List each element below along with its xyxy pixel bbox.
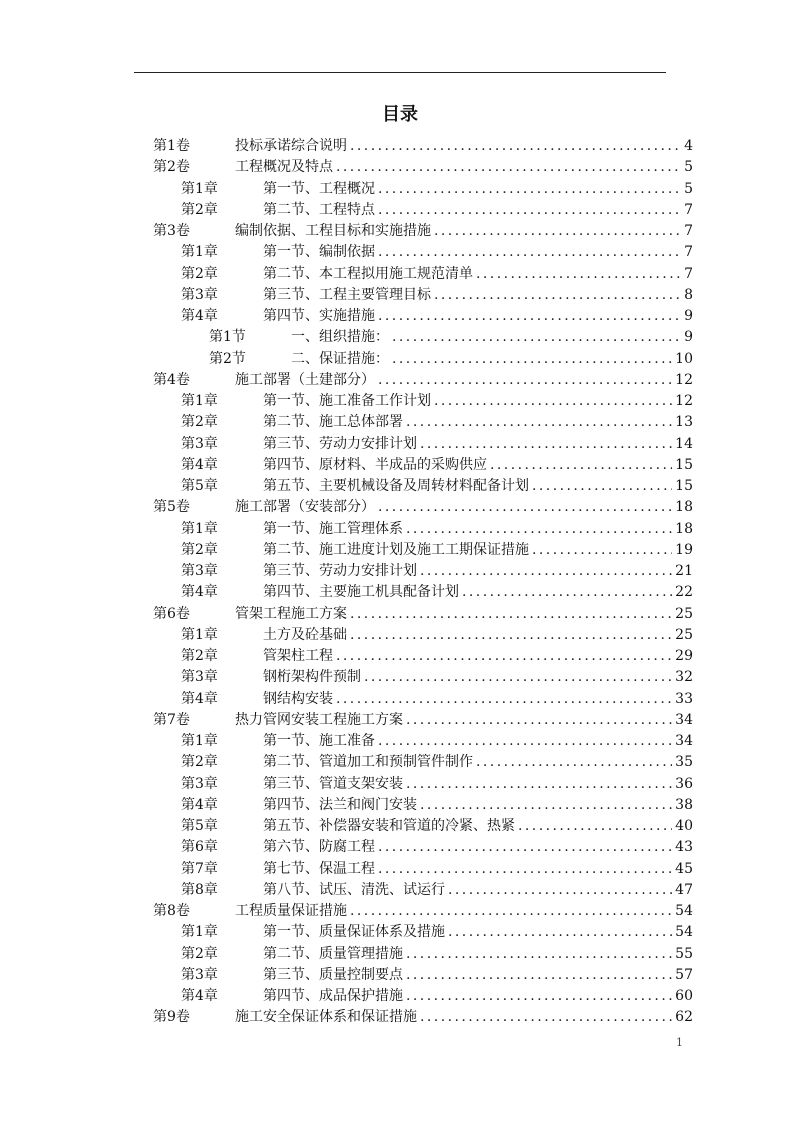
toc-dot-leader xyxy=(336,646,672,667)
toc-entry-label: 第4章 xyxy=(181,988,218,1004)
toc-entry-label: 第3章 xyxy=(181,286,218,303)
toc-entry-title: 第一节、工程概况 xyxy=(263,180,375,197)
toc-entry[interactable] xyxy=(181,200,693,221)
toc-entry-title: 第三节、管道支架安装 xyxy=(263,775,403,792)
toc-entry-page: 57 xyxy=(675,966,693,983)
toc-entry-page: 9 xyxy=(684,329,693,346)
toc-entry-label: 第2章 xyxy=(181,414,218,431)
toc-entry-title: 一、组织措施： xyxy=(291,329,389,346)
toc-dot-leader xyxy=(532,540,672,561)
toc-entry-title: 第四节、原材料、半成品的采购供应 xyxy=(263,456,487,473)
toc-dot-leader xyxy=(336,689,672,710)
toc-entry-page: 34 xyxy=(675,711,693,728)
toc-entry-label: 第8章 xyxy=(181,881,218,898)
toc-dot-leader xyxy=(378,859,672,880)
toc-entry-label: 第3卷 xyxy=(153,223,190,239)
toc-entry-title: 投标承诺综合说明 xyxy=(235,138,347,154)
toc-entry[interactable] xyxy=(181,689,693,710)
toc-entry-title: 第一节、编制依据 xyxy=(263,244,375,261)
toc-entry-page: 54 xyxy=(675,924,693,941)
toc-entry[interactable] xyxy=(181,264,693,285)
toc-entry[interactable] xyxy=(181,519,693,540)
toc-entry-label: 第4卷 xyxy=(153,371,190,388)
toc-entry-page: 7 xyxy=(684,201,693,218)
toc-entry-label: 第3章 xyxy=(181,435,218,452)
toc-dot-leader xyxy=(378,497,672,518)
toc-entry-title: 第三节、工程主要管理目标 xyxy=(263,286,431,303)
toc-entry-label: 第7卷 xyxy=(153,711,190,728)
toc-entry[interactable] xyxy=(181,837,693,858)
toc-dot-leader xyxy=(406,774,672,795)
toc-dot-leader xyxy=(434,285,681,306)
toc-entry[interactable] xyxy=(181,391,693,412)
toc-entry-label: 第1章 xyxy=(181,733,218,749)
toc-entry-label: 第3章 xyxy=(181,563,218,579)
toc-entry-page: 10 xyxy=(675,350,693,367)
toc-dot-leader xyxy=(490,455,672,476)
toc-entry[interactable] xyxy=(181,774,693,795)
toc-entry-page: 22 xyxy=(675,584,693,601)
toc-entry-page: 12 xyxy=(675,393,693,409)
toc-entry-page: 36 xyxy=(675,775,693,792)
toc-entry[interactable] xyxy=(181,922,693,943)
toc-entry-label: 第3章 xyxy=(181,775,218,792)
toc-entry-label: 第9卷 xyxy=(153,1009,190,1026)
toc-entry-page: 15 xyxy=(675,478,693,494)
toc-entry-title: 施工部署（安装部分） xyxy=(235,499,375,516)
toc-entry-page: 5 xyxy=(684,159,693,176)
toc-entry-page: 35 xyxy=(675,754,693,771)
toc-entry-title: 第六节、防腐工程 xyxy=(263,839,375,856)
toc-dot-leader xyxy=(420,795,672,816)
toc-entry[interactable] xyxy=(153,604,693,625)
toc-entry-title: 二、保证措施： xyxy=(291,350,389,367)
toc-dot-leader xyxy=(406,710,672,731)
toc-dot-leader xyxy=(420,561,672,582)
toc-entry-title: 第七节、保温工程 xyxy=(263,860,375,877)
toc-entry[interactable] xyxy=(181,986,693,1007)
toc-entry-page: 60 xyxy=(675,988,693,1004)
toc-dot-leader xyxy=(420,1007,672,1028)
toc-entry-page: 38 xyxy=(675,796,693,813)
toc-entry[interactable] xyxy=(153,710,693,731)
toc-dot-leader xyxy=(392,327,681,348)
toc-entry[interactable] xyxy=(181,816,693,837)
toc-entry[interactable] xyxy=(181,455,693,476)
toc-entry-title: 管架柱工程 xyxy=(263,648,333,664)
toc-dot-leader xyxy=(378,200,681,221)
toc-entry-title: 第一节、施工管理体系 xyxy=(263,520,403,537)
toc-entry-label: 第5章 xyxy=(181,478,218,494)
toc-entry-title: 工程质量保证措施 xyxy=(235,903,347,919)
toc-entry[interactable] xyxy=(181,306,693,327)
toc-entry-page: 12 xyxy=(675,371,693,388)
toc-entry[interactable] xyxy=(181,179,693,200)
toc-dot-leader xyxy=(378,242,681,263)
toc-entry-title: 第四节、法兰和阀门安装 xyxy=(263,796,417,813)
toc-entry[interactable] xyxy=(181,582,693,603)
toc-entry-page: 33 xyxy=(675,690,693,707)
toc-entry-title: 第四节、主要施工机具配备计划 xyxy=(263,584,459,601)
toc-entry-page: 7 xyxy=(684,244,693,261)
toc-entry-title: 施工安全保证体系和保证措施 xyxy=(235,1009,417,1026)
toc-entry-label: 第6卷 xyxy=(153,605,190,622)
page-number: 1 xyxy=(676,1036,683,1049)
toc-entry-title: 第一节、质量保证体系及措施 xyxy=(263,924,445,941)
toc-entry-label: 第2章 xyxy=(181,754,218,771)
toc-dot-leader xyxy=(476,752,672,773)
toc-entry-title: 施工部署（土建部分） xyxy=(235,371,375,388)
toc-entry[interactable] xyxy=(209,349,693,370)
toc-dot-leader xyxy=(406,412,672,433)
toc-entry-label: 第4章 xyxy=(181,308,218,324)
toc-entry[interactable] xyxy=(181,795,693,816)
toc-entry-page: 19 xyxy=(675,541,693,558)
toc-entry-title: 第五节、补偿器安装和管道的冷紧、热紧 xyxy=(263,818,515,834)
toc-dot-leader xyxy=(476,264,681,285)
toc-entry[interactable] xyxy=(153,497,693,518)
toc-dot-leader xyxy=(448,880,672,901)
toc-entry[interactable] xyxy=(153,136,693,157)
toc-entry-page: 13 xyxy=(675,414,693,431)
toc-entry-label: 第2章 xyxy=(181,541,218,558)
toc-entry-label: 第1节 xyxy=(209,329,246,346)
toc-entry-page: 25 xyxy=(675,605,693,622)
toc-entry-title: 管架工程施工方案 xyxy=(235,605,347,622)
toc-entry[interactable] xyxy=(181,646,693,667)
toc-entry-title: 第二节、管道加工和预制管件制作 xyxy=(263,754,473,771)
toc-dot-leader xyxy=(406,965,672,986)
toc-entry-title: 第三节、劳动力安排计划 xyxy=(263,435,417,452)
toc-entry[interactable] xyxy=(181,667,693,688)
toc-entry[interactable] xyxy=(181,625,693,646)
toc-dot-leader xyxy=(378,306,681,327)
toc-entry-title: 热力管网安装工程施工方案 xyxy=(235,711,403,728)
toc-entry-title: 钢结构安装 xyxy=(263,690,333,707)
toc-entry-title: 第二节、本工程拟用施工规范清单 xyxy=(263,265,473,282)
toc-dot-leader xyxy=(448,922,672,943)
toc-entry-title: 第四节、成品保护措施 xyxy=(263,988,403,1004)
toc-entry-page: 47 xyxy=(675,881,693,898)
toc-entry[interactable] xyxy=(181,285,693,306)
toc-dot-leader xyxy=(378,837,672,858)
toc-entry-page: 15 xyxy=(675,456,693,473)
toc-entry-label: 第2节 xyxy=(209,350,246,367)
toc-entry-page: 43 xyxy=(675,839,693,856)
toc-entry[interactable] xyxy=(181,965,693,986)
toc-entry-page: 8 xyxy=(684,286,693,303)
toc-entry-title: 第三节、劳动力安排计划 xyxy=(263,563,417,579)
toc-entry-label: 第2章 xyxy=(181,201,218,218)
toc-dot-leader xyxy=(518,816,672,837)
toc-entry-label: 第1卷 xyxy=(153,138,190,154)
toc-entry[interactable] xyxy=(153,157,693,178)
toc-entry-page: 18 xyxy=(675,499,693,516)
toc-dot-leader xyxy=(462,582,672,603)
toc-entry-label: 第4章 xyxy=(181,690,218,707)
toc-entry-title: 第一节、施工准备 xyxy=(263,733,375,749)
page-title: 目录 xyxy=(382,104,418,125)
toc-entry-label: 第7章 xyxy=(181,860,218,877)
toc-entry[interactable] xyxy=(181,859,693,880)
toc-entry-title: 工程概况及特点 xyxy=(235,159,333,176)
toc-entry-title: 土方及砼基础 xyxy=(263,626,347,643)
toc-dot-leader xyxy=(392,349,672,370)
toc-dot-leader xyxy=(406,986,672,1007)
toc-entry-label: 第1章 xyxy=(181,626,218,643)
toc-entry-page: 9 xyxy=(684,308,693,324)
toc-dot-leader xyxy=(406,944,672,965)
toc-entry-title: 第八节、试压、清洗、试运行 xyxy=(263,881,445,898)
toc-entry-page: 7 xyxy=(684,223,693,239)
toc-entry-label: 第2卷 xyxy=(153,159,190,176)
toc-entry[interactable] xyxy=(181,540,693,561)
toc-entry[interactable] xyxy=(153,370,693,391)
toc-dot-leader xyxy=(378,370,672,391)
toc-entry-label: 第5卷 xyxy=(153,499,190,516)
toc-dot-leader xyxy=(350,625,672,646)
toc-entry-label: 第1章 xyxy=(181,924,218,941)
toc-entry-title: 第二节、施工进度计划及施工工期保证措施 xyxy=(263,541,529,558)
toc-entry[interactable] xyxy=(153,901,693,922)
toc-entry-label: 第2章 xyxy=(181,265,218,282)
toc-entry-title: 第二节、工程特点 xyxy=(263,201,375,218)
toc-entry-page: 25 xyxy=(675,626,693,643)
toc-entry-label: 第3章 xyxy=(181,669,218,686)
toc-entry[interactable] xyxy=(181,752,693,773)
toc-entry-label: 第4章 xyxy=(181,456,218,473)
toc-entry-label: 第5章 xyxy=(181,818,218,834)
toc-dot-leader xyxy=(350,901,672,922)
toc-entry-title: 第三节、质量控制要点 xyxy=(263,966,403,983)
toc-entry-page: 62 xyxy=(675,1009,693,1026)
toc-entry[interactable] xyxy=(181,944,693,965)
toc-dot-leader xyxy=(336,157,681,178)
toc-entry-label: 第6章 xyxy=(181,839,218,856)
toc-entry-page: 54 xyxy=(675,903,693,919)
toc-dot-leader xyxy=(350,136,681,157)
toc-entry-title: 第二节、施工总体部署 xyxy=(263,414,403,431)
toc-entry-label: 第2章 xyxy=(181,945,218,962)
toc-entry-label: 第1章 xyxy=(181,244,218,261)
header-rule xyxy=(134,72,666,73)
toc-entry-page: 40 xyxy=(675,818,693,834)
toc-entry[interactable] xyxy=(181,412,693,433)
toc-entry-page: 55 xyxy=(675,945,693,962)
toc-entry-label: 第4章 xyxy=(181,584,218,601)
toc-entry[interactable] xyxy=(181,731,693,752)
toc-entry-title: 第一节、施工准备工作计划 xyxy=(263,393,431,409)
toc-entry-page: 21 xyxy=(675,563,693,579)
toc-entry[interactable] xyxy=(181,561,693,582)
toc-dot-leader xyxy=(434,221,681,242)
toc-entry-page: 29 xyxy=(675,648,693,664)
toc-dot-leader xyxy=(378,179,681,200)
toc-dot-leader xyxy=(350,604,672,625)
toc-entry-page: 18 xyxy=(675,520,693,537)
toc-entry[interactable] xyxy=(153,1007,693,1028)
toc-entry[interactable] xyxy=(153,221,693,242)
toc-entry-title: 第二节、质量管理措施 xyxy=(263,945,403,962)
toc-entry-page: 4 xyxy=(684,138,693,154)
toc-dot-leader xyxy=(364,667,672,688)
toc-dot-leader xyxy=(378,731,672,752)
toc-entry[interactable] xyxy=(209,327,693,348)
toc-entry-page: 5 xyxy=(684,180,693,197)
toc-dot-leader xyxy=(420,434,672,455)
toc-entry-title: 钢桁架构件预制 xyxy=(263,669,361,686)
toc-entry[interactable] xyxy=(181,476,693,497)
toc-entry[interactable] xyxy=(181,242,693,263)
toc-entry-page: 7 xyxy=(684,265,693,282)
toc-entry-label: 第2章 xyxy=(181,648,218,664)
toc-entry-label: 第4章 xyxy=(181,796,218,813)
toc-entry[interactable] xyxy=(181,434,693,455)
toc-entry-title: 第四节、实施措施 xyxy=(263,308,375,324)
toc-dot-leader xyxy=(406,519,672,540)
toc-entry-label: 第1章 xyxy=(181,393,218,409)
toc-entry-page: 45 xyxy=(675,860,693,877)
toc-entry-label: 第8卷 xyxy=(153,903,190,919)
toc-entry-title: 编制依据、工程目标和实施措施 xyxy=(235,223,431,239)
toc-entry-label: 第3章 xyxy=(181,966,218,983)
toc-entry-label: 第1章 xyxy=(181,520,218,537)
toc-entry-page: 32 xyxy=(675,669,693,686)
toc-entry-label: 第1章 xyxy=(181,180,218,197)
toc-dot-leader xyxy=(532,476,672,497)
toc-entry[interactable] xyxy=(181,880,693,901)
toc-entry-page: 34 xyxy=(675,733,693,749)
toc-entry-page: 14 xyxy=(675,435,693,452)
toc-entry-title: 第五节、主要机械设备及周转材料配备计划 xyxy=(263,478,529,494)
toc-dot-leader xyxy=(434,391,672,412)
